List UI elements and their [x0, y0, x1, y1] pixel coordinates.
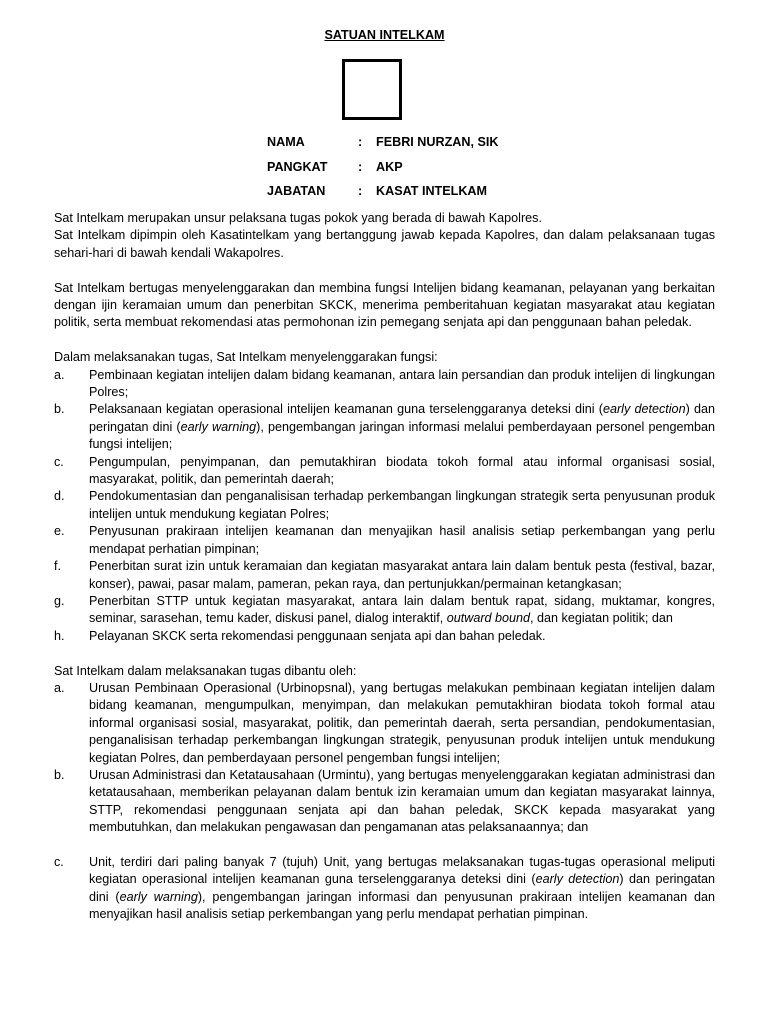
list-item [54, 680, 715, 767]
profile-colon: : [358, 159, 363, 174]
photo-placeholder [342, 59, 402, 120]
text-run: ) dan peringatan dini ( [89, 402, 715, 434]
text-run: Pelaksanaan kegiatan operasional intelijen keamanan guna terselenggaranya deteksi dini ( [89, 402, 603, 417]
text-run: ), pengembangan jaringan informasi dan penyusunan prakiraan intelijen keamanan dan menyajikan hasil analisis setiap perkembangan yang perlu mendapat perhatian pimpinan. [89, 889, 715, 922]
profile-value: KASAT INTELKAM [376, 184, 488, 198]
profile-value: FEBRI NURZAN, SIK [376, 135, 499, 149]
list-marker: h. [54, 628, 65, 643]
profile-value: AKP [376, 159, 403, 174]
profile-row-pangkat [267, 159, 498, 184]
list-text: Penyusunan prakiraan intelijen keamanan dan menyajikan hasil analisis setiap perkembangan yang perlu mendapat perhatian pimpinan; [89, 524, 715, 556]
list-text: Pelayanan SKCK serta rekomendasi penggunaan senjata api dan bahan peledak. [89, 628, 546, 643]
list-item [54, 628, 715, 645]
list-item [54, 454, 715, 489]
document-body [54, 210, 715, 924]
intro-paragraph-1: Sat Intelkam merupakan unsur pelaksana tugas pokok yang berada di bawah Kapolres. [54, 211, 542, 225]
list-text: Pendokumentasian dan penganalisisan terhadap perkembangan lingkungan strategik serta penyusunan produk intelijen untuk mendukung kegiatan Polres; [89, 489, 715, 521]
list-marker: d. [54, 489, 65, 504]
assisted-heading: Sat Intelkam dalam melaksanakan tugas dibantu oleh: [54, 663, 357, 678]
profile-colon: : [358, 184, 363, 198]
list-item [54, 558, 715, 593]
list-text: Urusan Administrasi dan Ketatausahaan (Urmintu), yang bertugas menyelenggarakan kegiatan administrasi dan ketatausahaan, memberikan pelayanan dalam bentuk izin keramaian umum dan kegiatan masyarakat lainnya, STTP, rekomendasi penggunaan senjata api dan bahan peledak, SKCK kepada masyarakat yang membutuhkan, dan melakukan pengawasan dan pengamanan atas pelaksanaannya; dan [89, 767, 715, 835]
profile-row-jabatan [267, 183, 498, 208]
list-marker: a. [54, 680, 65, 695]
profile-label: NAMA [267, 135, 305, 149]
text-run: , dan kegiatan politik; dan [530, 611, 673, 626]
list-marker: a. [54, 367, 65, 382]
list-text [89, 854, 715, 924]
list-text: Pengumpulan, penyimpanan, dan pemutakhiran biodata tokoh formal atau informal organisasi sosial, masyarakat, politik, dan pemerintah daerah; [89, 454, 715, 487]
profile-row-nama [267, 134, 498, 159]
list-item [54, 854, 715, 924]
profile-label: PANGKAT [267, 159, 328, 174]
italic-term: early detection [535, 872, 620, 887]
list-item [54, 367, 715, 402]
profile-label: JABATAN [267, 184, 326, 198]
list-marker: f. [54, 559, 61, 574]
italic-term: early detection [602, 402, 686, 417]
list-item [54, 401, 715, 453]
text-run: ), pengembangan jaringan informasi melalui pemberdayaan personel pengemban fungsi intelijen; [89, 419, 715, 452]
italic-term: early warning [180, 419, 257, 434]
text-run: ) dan peringatan dini ( [89, 872, 715, 904]
intro-paragraph-2: Sat Intelkam dipimpin oleh Kasatintelkam yang bertanggung jawab kepada Kapolres, dan dalam pelaksanaan tugas sehari-hari di bawah kendali Wakapolres. [54, 228, 715, 260]
profile-colon: : [358, 135, 363, 149]
italic-term: early warning [119, 889, 198, 904]
text-run: Penerbitan STTP untuk kegiatan masyarakat, antara lain dalam bentuk rapat, sidang, muktamar, kongres, seminar, sarasehan, temu kader, diskusi panel, dialog interaktif, [89, 593, 715, 626]
italic-term: outward bound [446, 611, 531, 626]
list-marker: c. [54, 854, 64, 869]
list-text: Pembinaan kegiatan intelijen dalam bidang keamanan, antara lain persandian dan produk intelijen di lingkungan Polres; [89, 367, 715, 400]
list-text: Urusan Pembinaan Operasional (Urbinopsnal), yang bertugas melakukan pembinaan kegiatan intelijen dalam bidang keamanan, mengumpulkan, menyimpan, dan melakukan pemutakhiran biodata tokoh formal atau informal organisasi sosial, masyarakat, politik, dan pemerintah daerah, serta persandian, pendokumentasian, penganalisisan terhadap perkembangan lingkungan strategik, penyusunan produk intelijen untuk mendukung kegiatan Polres, dan pemberdayaan personel pengemban fungsi intelijen; [89, 680, 715, 765]
list-text [89, 401, 715, 453]
text-run: Unit, terdiri dari paling banyak 7 (tujuh) Unit, yang bertugas melaksanakan tugas-tugas operasional meliputi kegiatan operasional intelijen keamanan guna terselenggaranya deteksi dini ( [89, 854, 715, 887]
list-item [54, 767, 715, 837]
profile-table [267, 134, 498, 208]
list-marker: e. [54, 524, 65, 539]
intro-paragraph-3: Sat Intelkam bertugas menyelenggarakan dan membina fungsi Intelijen bidang keamanan, pelayanan yang berkaitan dengan ijin keramaian umum dan penerbitan SKCK, menerima pemberitahuan kegiatan masyarakat atau kegiatan politik, serta membuat rekomendasi atas permohonan izin pemegang senjata api dan penggunaan bahan peledak. [54, 280, 715, 330]
list-marker: g. [54, 593, 65, 608]
list-marker: c. [54, 454, 64, 469]
list-text: Penerbitan surat izin untuk keramaian dan kegiatan masyarakat antara lain dalam bentuk pesta (festival, bazar, konser), pawai, pasar malam, pameran, pekan raya, dan pertunjukkan/permainan ketangkasan; [89, 559, 715, 591]
list-text [89, 593, 715, 628]
list-marker: b. [54, 767, 65, 782]
functions-heading: Dalam melaksanakan tugas, Sat Intelkam menyelenggarakan fungsi: [54, 350, 438, 365]
page-title: SATUAN INTELKAM [324, 28, 445, 42]
list-item [54, 523, 715, 558]
list-marker: b. [54, 402, 65, 417]
list-item [54, 593, 715, 628]
list-item [54, 488, 715, 523]
